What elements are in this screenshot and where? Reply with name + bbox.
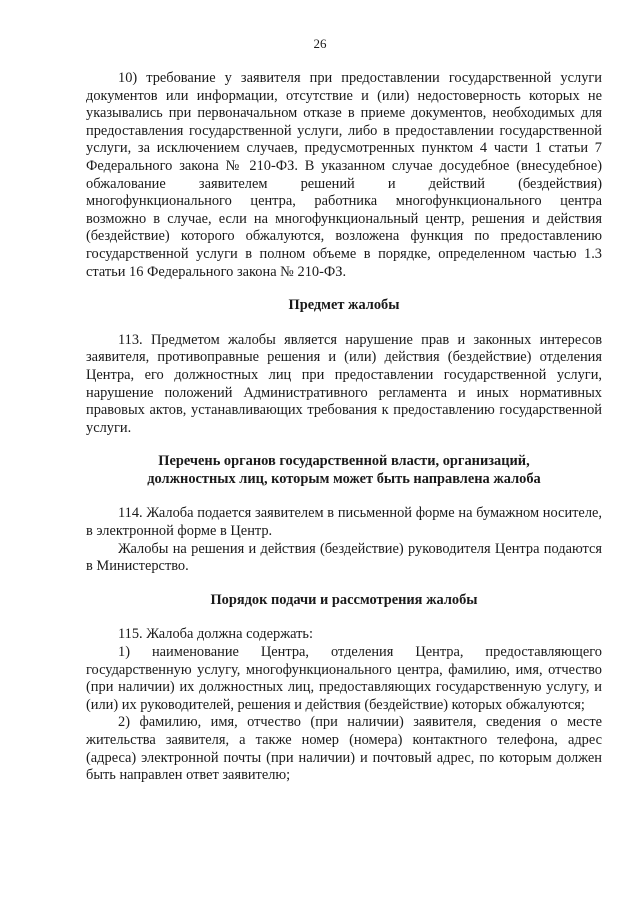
heading-filing-procedure: Порядок подачи и рассмотрения жалобы [210,591,478,608]
page-number: 26 [313,36,327,51]
heading-bodies-list-line-2: должностных лиц, которым может быть направлена жалоба [147,470,541,487]
heading-bodies-list-line-1: Перечень органов государственной власти, организаций, [158,453,530,470]
item-10-paragraph: 10) требование у заявителя при предоставлении государственной услуги документов или информации, отсутствие и (или) недостоверность которых не указывались при первоначальном отказе в приеме документов, необходимых для предоставления государственной услуги, либо в предоставлении государственной услуги, за исключением случаев, предусмотренных пунктом 4 части 1 статьи 7 Федерального закона № 210-ФЗ. В указанном случае досудебное (внесудебное) обжалование заявителем решений и действий (бездействия) многофункционального центра, работника многофункционального центра возможно в случае, если на многофункциональный центр, решения и действия (бездействие) которого обжалуются, возложена функция по предоставлению государственной услуги в полном объеме в порядке, определенном частью 1.3 статьи 16 Федерального закона № 210-ФЗ. [86,70,602,280]
paragraph-114-continuation: Жалобы на решения и действия (бездействие) руководителя Центра подаются в Министерство. [86,540,602,575]
heading-bodies-list [86,453,602,488]
heading-subject-of-complaint: Предмет жалобы [288,297,400,314]
paragraph-115-item-1: 1) наименование Центра, отделения Центра, предоставляющего государственную услугу, многофункционального центра, фамилию, имя, отчество (при наличии) их должностных лиц, предоставляющих государственную услугу, и (или) их руководителей, решения и действия (бездействие) которых обжалуются; [86,644,602,713]
paragraph-115-item-2: 2) фамилию, имя, отчество (при наличии) заявителя, сведения о месте жительства заявителя, а также номер (номера) контактного телефона, адрес (адреса) электронной почты (при наличии) и почтовый адрес, по которым должен быть направлен ответ заявителю; [86,714,602,784]
page-body [86,70,602,785]
paragraph-113: 113. Предметом жалобы является нарушение прав и законных интересов заявителя, противоправные решения и (или) действия (бездействие) отделения Центра, его должностных лиц при предоставлении государственной услуги, нарушение положений Административного регламента и иных нормативных правовых актов, устанавливающих требования к предоставлению государственной услуги. [86,331,602,436]
paragraph-114: 114. Жалоба подается заявителем в письменной форме на бумажном носителе, в электронной форме в Центр. [86,505,602,540]
paragraph-115: 115. Жалоба должна содержать: [118,626,313,643]
